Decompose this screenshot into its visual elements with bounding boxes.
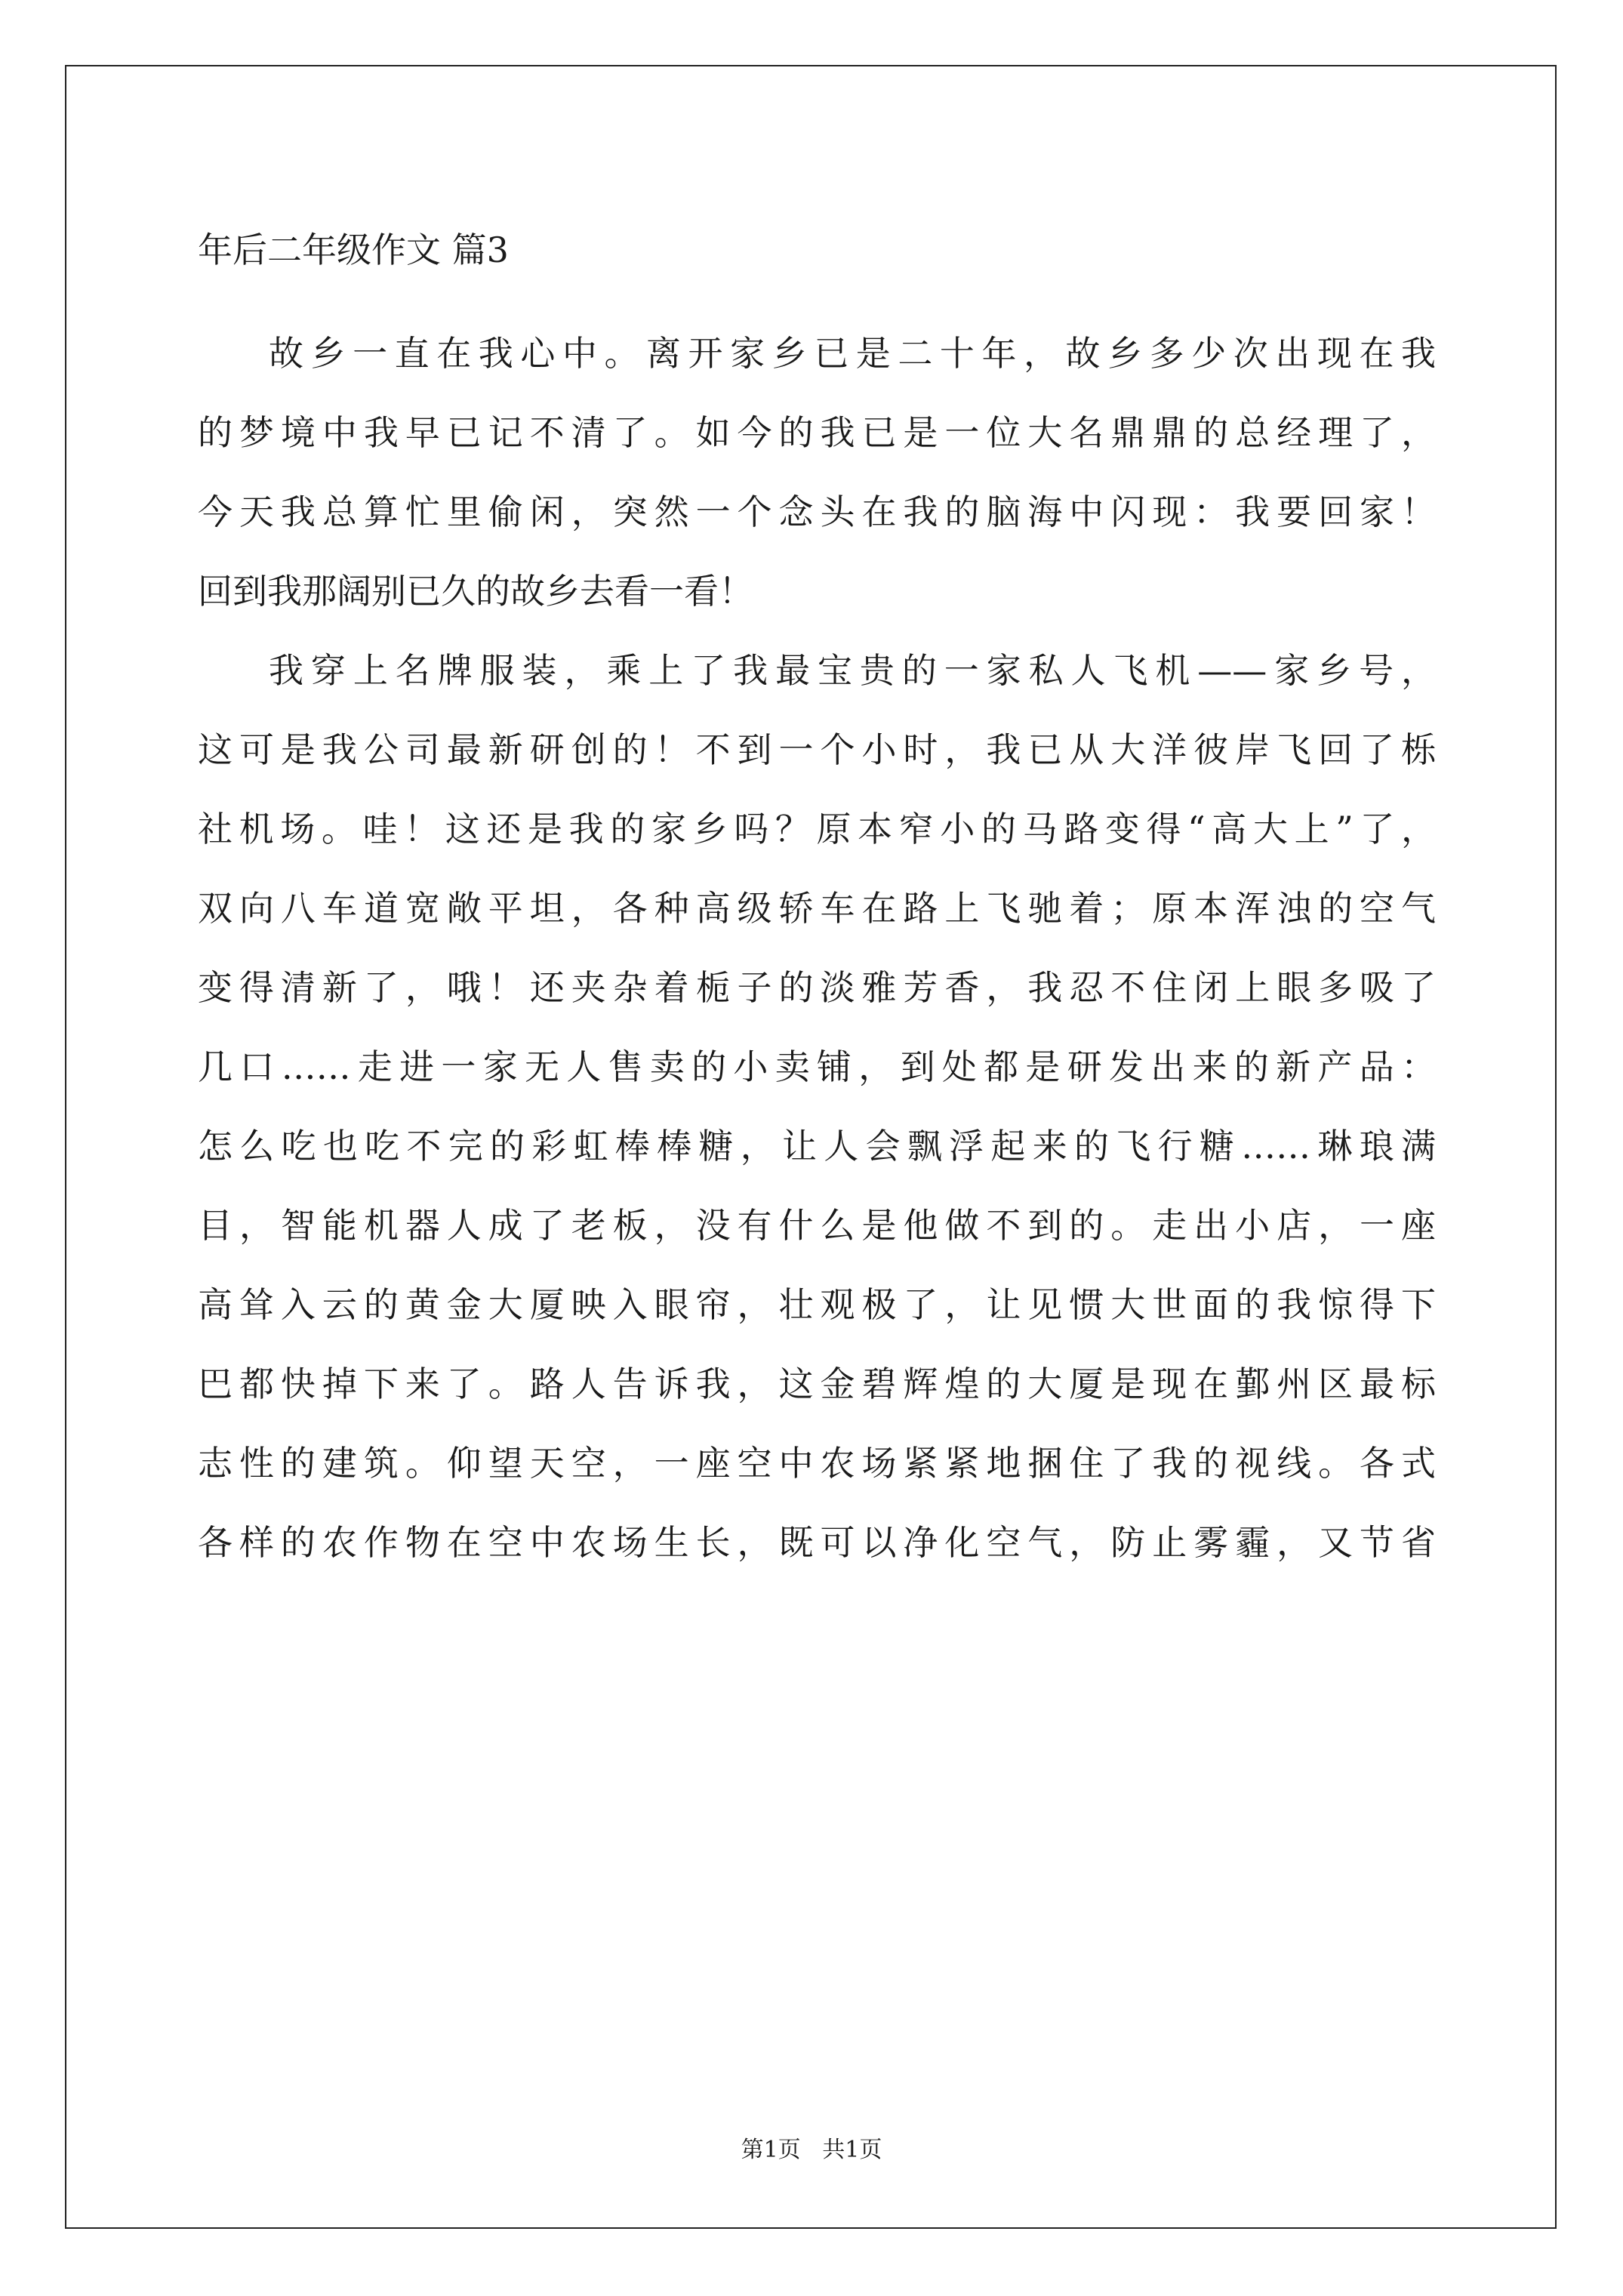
paragraph-line: 几口……走进一家无人售卖的小卖铺，到处都是研发出来的新产品： xyxy=(198,1046,1436,1087)
paragraph-line: 的梦境中我早已记不清了。如今的我已是一位大名鼎鼎的总经理了， xyxy=(198,412,1436,453)
paragraph-1 xyxy=(198,314,1436,631)
paragraph-line: 怎么吃也吃不完的彩虹棒棒糖，让人会飘浮起来的飞行糖……琳琅满 xyxy=(198,1126,1436,1166)
paragraph-line: 变得清新了，哦！还夹杂着栀子的淡雅芳香，我忍不住闭上眼多吸了 xyxy=(198,967,1436,1008)
paragraph-2 xyxy=(198,631,1436,1583)
paragraph-line: 今天我总算忙里偷闲，突然一个念头在我的脑海中闪现：我要回家！ xyxy=(198,492,1436,532)
paragraph-line: 回到我那阔别已久的故乡去看一看！ xyxy=(198,571,753,612)
paragraph-line: 志性的建筑。仰望天空，一座空中农场紧紧地捆住了我的视线。各式 xyxy=(198,1443,1436,1484)
paragraph-line: 我穿上名牌服装，乘上了我最宝贵的一家私人飞机——家乡号， xyxy=(269,650,1436,691)
document-body xyxy=(198,219,1436,1583)
paragraph-line: 社机场。哇！这还是我的家乡吗？原本窄小的马路变得“高大上”了， xyxy=(198,809,1436,849)
paragraph-line: 高耸入云的黄金大厦映入眼帘，壮观极了，让见惯大世面的我惊得下 xyxy=(198,1284,1436,1325)
paragraph-line: 故乡一直在我心中。离开家乡已是二十年，故乡多少次出现在我 xyxy=(269,333,1436,374)
document-title: 年后二年级作文 篇3 xyxy=(198,230,509,270)
paragraph-line: 双向八车道宽敞平坦，各种高级轿车在路上飞驰着；原本浑浊的空气 xyxy=(198,888,1436,929)
page-footer: 第1页 共1页 xyxy=(741,2137,882,2163)
paragraph-line: 巴都快掉下来了。路人告诉我，这金碧辉煌的大厦是现在鄞州区最标 xyxy=(198,1364,1436,1404)
paragraph-line: 各样的农作物在空中农场生长，既可以净化空气，防止雾霾，又节省 xyxy=(198,1522,1436,1563)
paragraph-line: 目，智能机器人成了老板，没有什么是他做不到的。走出小店，一座 xyxy=(198,1205,1436,1246)
paragraph-line: 这可是我公司最新研创的！不到一个小时，我已从大洋彼岸飞回了栎 xyxy=(198,729,1436,770)
